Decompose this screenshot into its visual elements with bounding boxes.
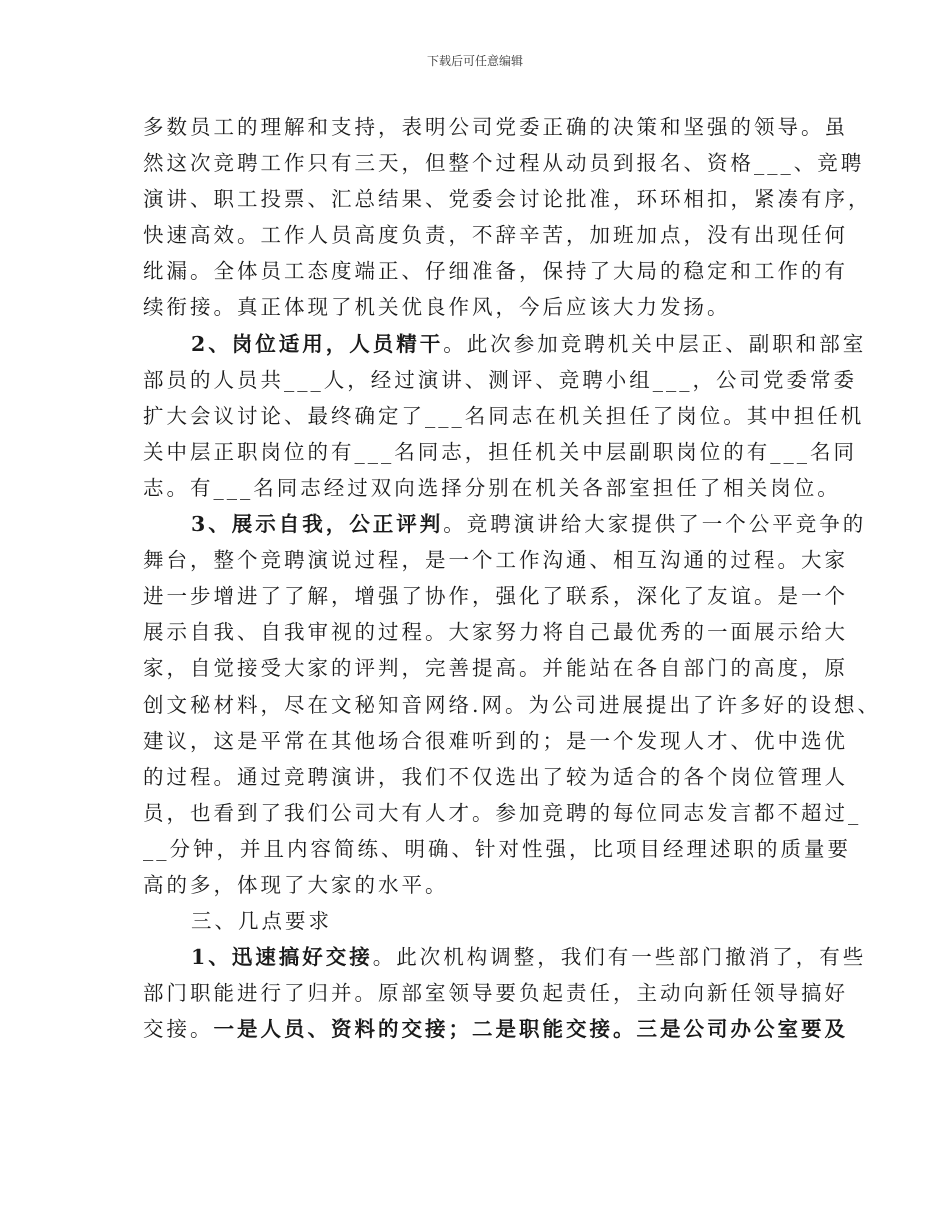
text-line xyxy=(143,145,865,181)
body-text: 续衔接。真正体现了机关优良作风，今后应该大力发扬。 xyxy=(143,295,731,320)
body-text: 多数员工的理解和支持，表明公司党委正确的决策和坚强的领导。虽 xyxy=(143,115,848,139)
body-text: 志。有___名同志经过双向选择分别在机关各部室担任了相关岗位。 xyxy=(143,475,841,500)
paragraph-start-line xyxy=(143,939,867,975)
body-text: 的过程。通过竞聘演讲，我们不仅选出了较为适合的各个岗位管理人 xyxy=(143,764,848,789)
text-line xyxy=(143,687,882,723)
text-line xyxy=(143,217,848,253)
text-line xyxy=(143,253,848,289)
text-line xyxy=(143,867,818,903)
text-line xyxy=(143,614,848,650)
paragraph-start-line xyxy=(143,903,818,939)
body-text: 舞台，整个竞聘演说过程，是一个工作沟通、相互沟通的过程。大家 xyxy=(143,548,848,573)
body-text: 纰漏。全体员工态度端正、仔细准备，保持了大局的稳定和工作的有 xyxy=(143,259,848,284)
body-text: 展示自我、自我审视的过程。大家努力将自己最优秀的一面展示给大 xyxy=(143,620,848,645)
body-text: 进一步增进了了解，增强了协作，强化了联系，深化了友谊。是一个 xyxy=(143,584,848,609)
body-text: 三、几点要求 xyxy=(191,909,332,934)
bold-heading-text: 1、迅速搞好交接 xyxy=(191,945,373,970)
body-text: 家，自觉接受大家的评判，完善提高。并能站在各自部门的高度，原 xyxy=(143,656,848,681)
page-header-note: 下载后可任意编辑 xyxy=(426,54,523,68)
body-text: 交接。 xyxy=(143,1017,214,1042)
bold-heading-text: 2、岗位适用，人员精干 xyxy=(191,331,444,356)
body-text: 部门职能进行了归并。原部室领导要负起责任，主动向新任领导搞好 xyxy=(143,981,848,1006)
text-line xyxy=(143,289,818,325)
text-line xyxy=(143,1011,848,1047)
text-line xyxy=(143,434,857,470)
body-text: 部员的人员共___人，经过演讲、测评、竞聘小组___，公司党委常委 xyxy=(143,367,857,392)
document-body xyxy=(143,109,882,1047)
text-line xyxy=(143,759,848,795)
paragraph-start-line xyxy=(143,326,867,362)
body-text: 创文秘材料，尽在文秘知音网络.网。为公司进展提出了许多好的设想、 xyxy=(143,692,882,717)
body-text: 高的多，体现了大家的水平。 xyxy=(143,872,449,897)
paragraph-start-line xyxy=(143,506,867,542)
body-text: __分钟，并且内容简练、明确、针对性强，比项目经理述职的质量要 xyxy=(143,836,851,861)
text-line xyxy=(143,831,851,867)
text-line xyxy=(143,470,841,506)
body-text: 关中层正职岗位的有___名同志，担任机关中层副职岗位的有___名同 xyxy=(143,439,857,464)
body-text: 。此次参加竞聘机关中层正、副职和部室 xyxy=(443,331,867,356)
text-line xyxy=(143,650,848,686)
body-text: 然这次竞聘工作只有三天，但整个过程从动员到报名、资格___、竞聘 xyxy=(143,151,865,176)
text-line xyxy=(143,975,848,1011)
text-line xyxy=(143,181,872,217)
body-text: 快速高效。工作人员高度负责，不辞辛苦，加班加点，没有出现任何 xyxy=(143,223,848,248)
text-line xyxy=(143,398,865,434)
text-line xyxy=(143,109,848,145)
body-text: 。此次机构调整，我们有一些部门撤消了，有些 xyxy=(372,945,867,970)
text-line xyxy=(143,362,857,398)
body-text: 演讲、职工投票、汇总结果、党委会讨论批准，环环相扣，紧凑有序， xyxy=(143,187,872,212)
text-line xyxy=(143,578,848,614)
text-line xyxy=(143,795,862,831)
body-text: 建议，这是平常在其他场合很难听到的；是一个发现人才、优中选优 xyxy=(143,728,848,753)
text-line xyxy=(143,723,848,759)
body-text: 员，也看到了我们公司大有人才。参加竞聘的每位同志发言都不超过_ xyxy=(143,800,862,825)
body-text: 。竞聘演讲给大家提供了一个公平竞争的 xyxy=(443,512,867,537)
bold-heading-text: 一是人员、资料的交接；二是职能交接。三是公司办公室要及 xyxy=(213,1017,848,1042)
text-line xyxy=(143,542,848,578)
bold-heading-text: 3、展示自我，公正评判 xyxy=(191,512,444,537)
body-text: 扩大会议讨论、最终确定了___名同志在机关担任了岗位。其中担任机 xyxy=(143,403,865,428)
